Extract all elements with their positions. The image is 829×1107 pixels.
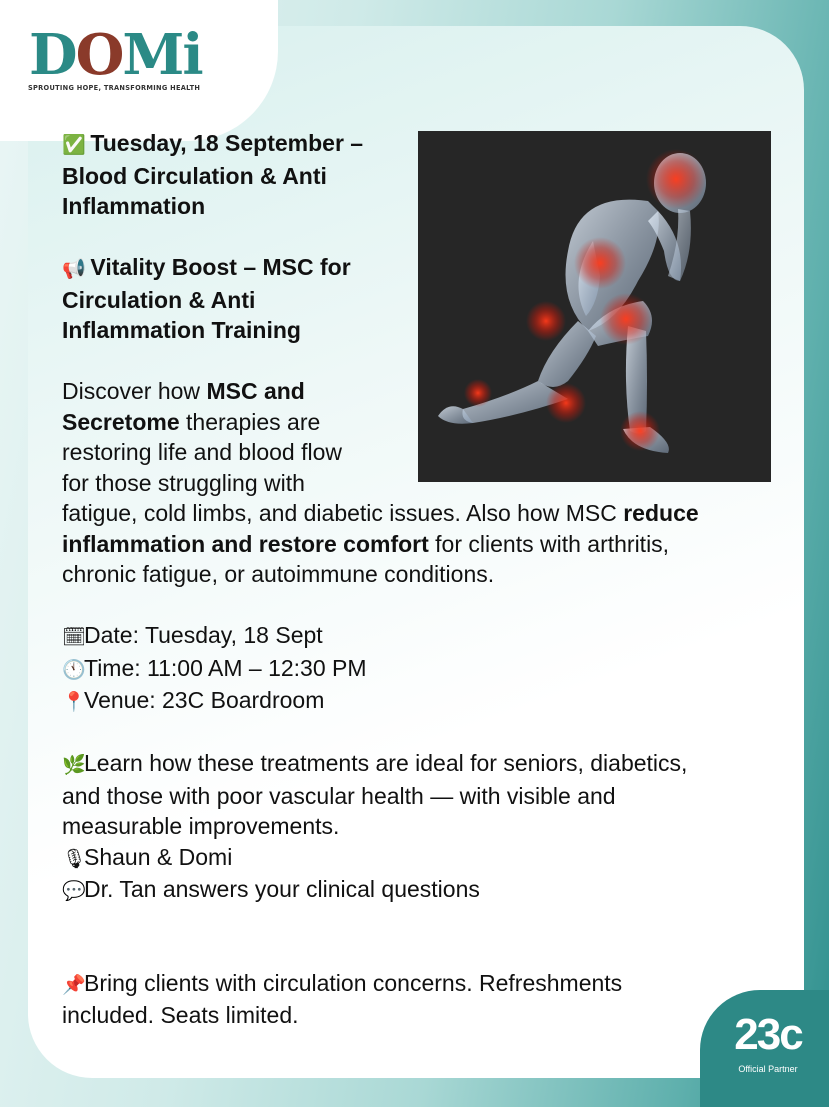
partner-logo: 23c — [734, 1010, 802, 1059]
event-details — [62, 620, 767, 718]
calendar-icon: 🗓 — [62, 626, 87, 648]
event-learn: 🌿Learn how these treatments are ideal for seniors, diabetics, and those with poor vascular health — with visible and measurable improvements. 🎙Shaun & Domi 💬Dr. Tan answers your clinical questions — [62, 748, 767, 907]
event-cta: 📌Bring clients with circulation concerns. Refreshments included. Seats limited. — [62, 969, 623, 1028]
partner-label: Official Partner — [738, 1064, 798, 1074]
event-content — [62, 128, 767, 1031]
event-date: Date: Tuesday, 18 Sept — [84, 622, 323, 648]
microphone-icon: 🎙 — [62, 847, 87, 870]
event-time: Time: 11:00 AM – 12:30 PM — [84, 654, 367, 681]
event-subtitle: 📢 Vitality Boost – MSC for Circulation & Anti Inflammation Training — [62, 254, 351, 343]
event-venue: Venue: 23C Boardroom — [84, 687, 325, 713]
speech-bubble-icon: 💬 — [62, 880, 86, 902]
event-qa: Dr. Tan answers your clinical questions — [84, 876, 480, 902]
partner-badge — [700, 990, 829, 1107]
domi-logo: DOMi — [29, 22, 202, 88]
pushpin-icon: 📌 — [62, 973, 86, 996]
brand-tagline: SPROUTING HOPE, TRANSFORMING HEALTH — [28, 84, 201, 92]
event-speakers: Shaun & Domi — [84, 843, 233, 870]
clock-icon: 🕚 — [62, 658, 86, 681]
pin-icon: 📍 — [62, 691, 86, 713]
herb-icon: 🌿 — [62, 754, 86, 776]
event-description: Discover how MSC and Secretome therapies are restoring life and blood flow for those struggling with fatigue, cold limbs, and diabetic issues. Also how MSC reduce inflammation and restore comfort for clients with arthritis, chronic fatigue, or autoimmune conditions. — [62, 378, 699, 587]
event-heading: ✅ Tuesday, 18 September – Blood Circulation & Anti Inflammation — [62, 130, 364, 219]
megaphone-icon: 📢 — [62, 258, 86, 280]
check-mark-icon: ✅ — [62, 134, 86, 156]
